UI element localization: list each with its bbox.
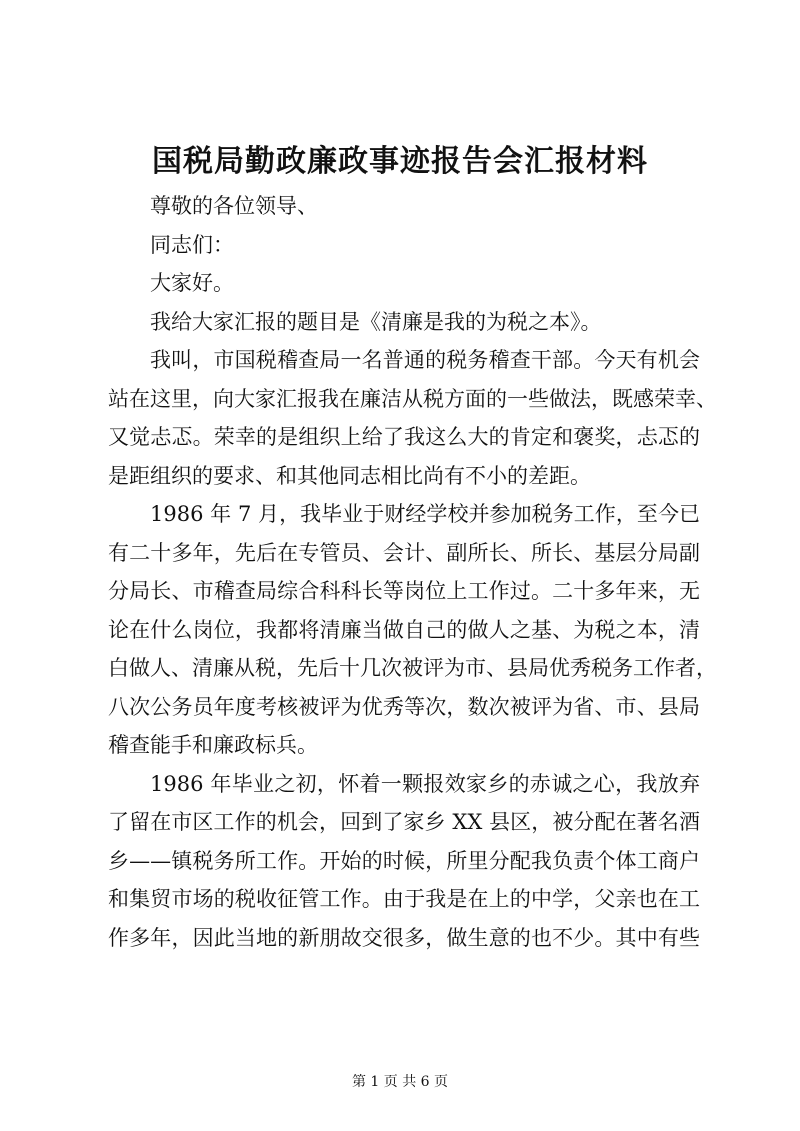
report-topic — [108, 303, 700, 342]
paragraph-line: 了留在市区工作的机会，回到了家乡 XX 县区，被分配在著名酒 — [108, 810, 700, 834]
paragraph-line: 大家好。 — [150, 271, 234, 295]
paragraph-line: 站在这里，向大家汇报我在廉洁从税方面的一些做法，既感荣幸、 — [108, 386, 717, 411]
paragraph-line: 尊敬的各位领导、 — [150, 194, 318, 218]
salutation-leaders — [108, 187, 700, 226]
paragraph-line: 1986 年毕业之初，怀着一颗报效家乡的赤诚之心，我放弃 — [150, 771, 700, 796]
paragraph-line: 又觉忐忑。荣幸的是组织上给了我这么大的肯定和褒奖，忐忑的 — [108, 425, 700, 449]
paragraph-line: 同志们： — [150, 232, 234, 257]
paragraph-career — [108, 495, 717, 765]
paragraph-line: 1986 年 7 月，我毕业于财经学校并参加税务工作，至今已 — [150, 502, 700, 526]
paragraph-line: 是距组织的要求、和其他同志相比尚有不小的差距。 — [108, 463, 591, 488]
paragraph-line: 我给大家汇报的题目是《清廉是我的为税之本》。 — [150, 309, 602, 334]
document-title: 国税局勤政廉政事迹报告会汇报材料 — [152, 144, 648, 179]
paragraph-line: 作多年，因此当地的新朋故交很多，做生意的也不少。其中有些 — [108, 925, 700, 950]
salutation-comrades — [108, 226, 700, 265]
paragraph-line: 分局长、市稽查局综合科科长等岗位上工作过。二十多年来，无 — [108, 579, 700, 603]
paragraph-line: 乡——镇税务所工作。开始的时候，所里分配我负责个体工商户 — [108, 848, 700, 873]
paragraph-line: 论在什么岗位，我都将清廉当做自己的做人之基、为税之本，清 — [108, 617, 700, 642]
document-body — [108, 187, 717, 957]
paragraph-line: 八次公务员年度考核被评为优秀等次，数次被评为省、市、县局 — [108, 694, 700, 719]
paragraph-introduction — [108, 341, 717, 495]
paragraph-line: 我叫，市国税稽查局一名普通的税务稽查干部。今天有机会 — [150, 348, 700, 372]
paragraph-line: 稽查能手和廉政标兵。 — [108, 733, 318, 757]
greeting — [108, 264, 700, 303]
paragraph-line: 白做人、清廉从税，先后十几次被评为市、县局优秀税务工作者， — [108, 656, 717, 680]
paragraph-early-years — [108, 765, 700, 958]
page-footer: 第 1 页 共 6 页 — [351, 1074, 449, 1090]
paragraph-line: 和集贸市场的税收征管工作。由于我是在上的中学，父亲也在工 — [108, 887, 700, 911]
paragraph-line: 有二十多年，先后在专管员、会计、副所长、所长、基层分局副 — [108, 540, 700, 565]
